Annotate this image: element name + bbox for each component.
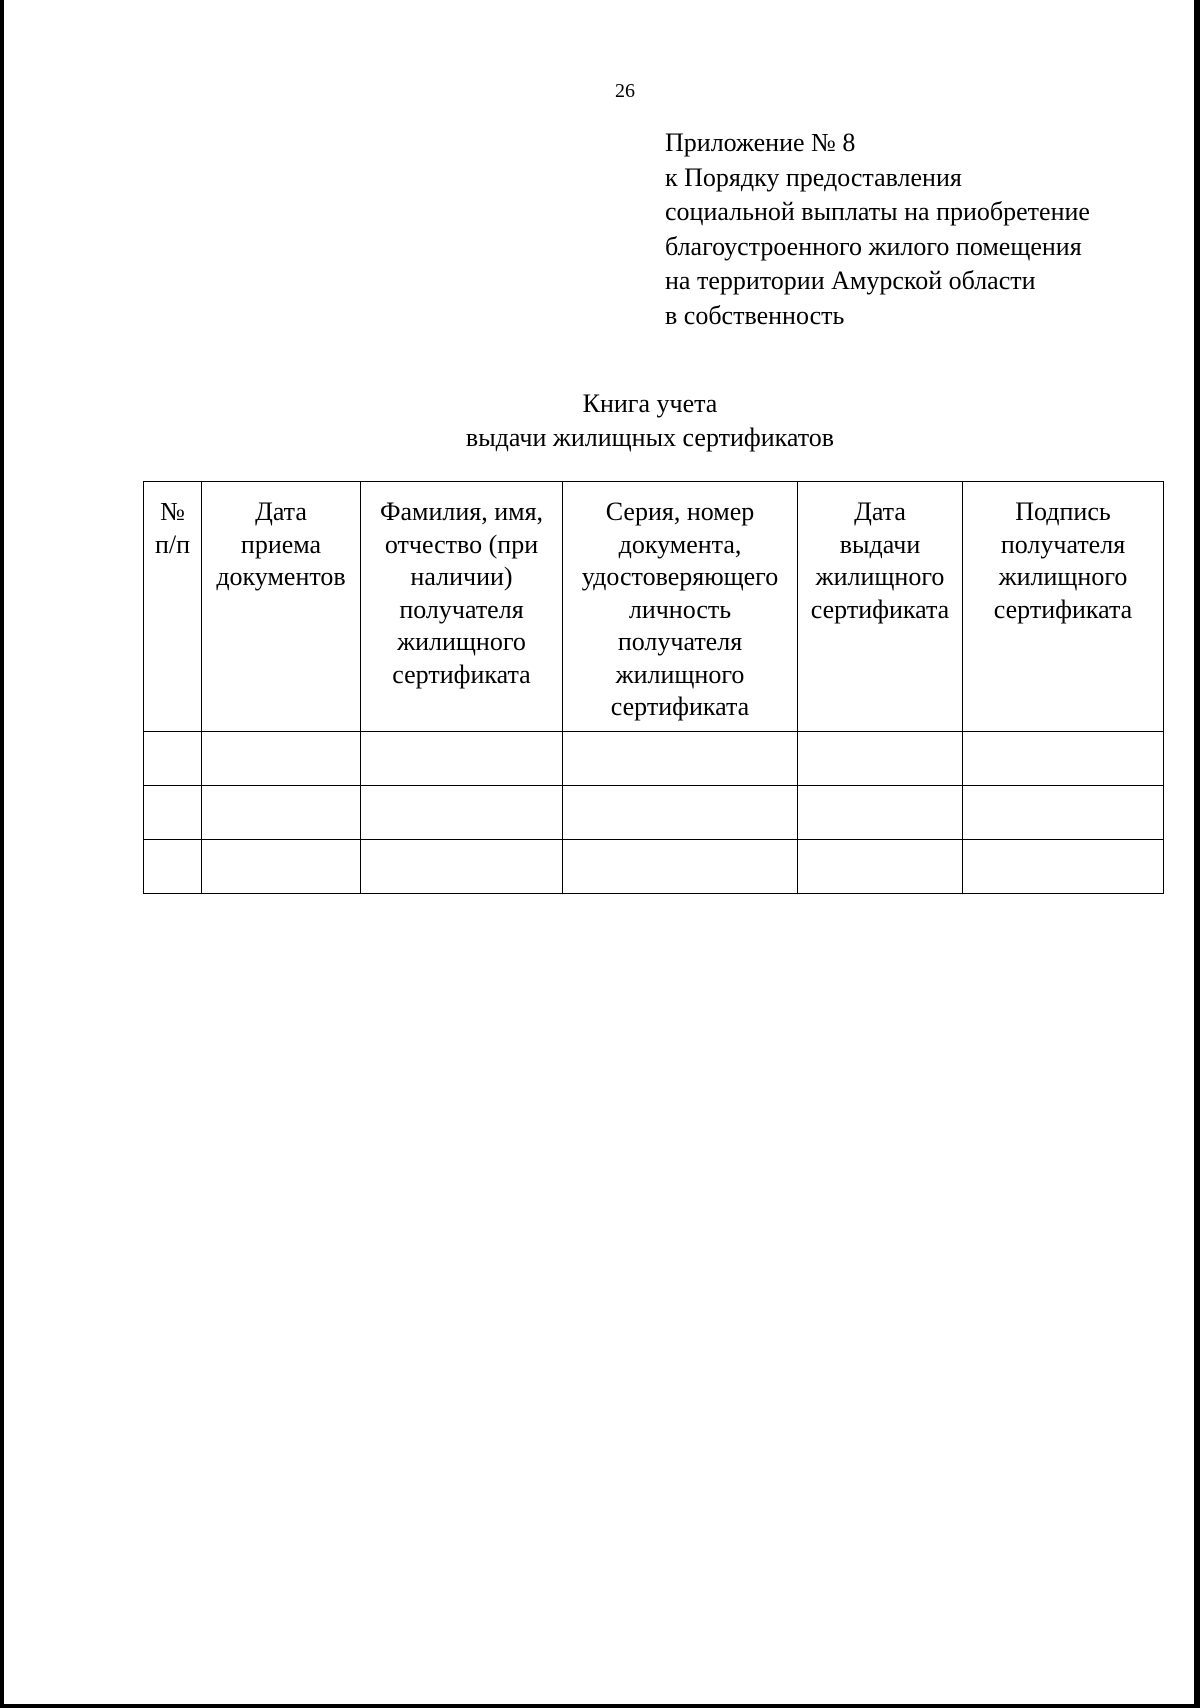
table-row xyxy=(144,732,1164,786)
column-header-full-name: Фамилия, имя, отчество (при наличии) получателя жилищного сертификата xyxy=(361,482,563,732)
table-cell xyxy=(144,840,202,894)
scan-edge-left xyxy=(0,0,4,1708)
appendix-block xyxy=(665,126,1185,333)
table-cell xyxy=(798,786,963,840)
scan-edge-bottom xyxy=(0,1704,1200,1708)
table-cell xyxy=(361,786,563,840)
table-cell xyxy=(563,732,798,786)
table-cell xyxy=(144,786,202,840)
table-cell xyxy=(202,732,361,786)
page-number: 26 xyxy=(615,80,635,102)
column-header-signature: Подпись получателя жилищного сертификата xyxy=(963,482,1164,732)
table-cell xyxy=(361,732,563,786)
column-header-id-document: Серия, номер документа, удостоверяющего личность получателя жилищного сертификата xyxy=(563,482,798,732)
table-cell xyxy=(798,732,963,786)
table-cell xyxy=(563,786,798,840)
table-cell xyxy=(963,840,1164,894)
table-row xyxy=(144,840,1164,894)
scan-edge-right xyxy=(1194,0,1200,1708)
appendix-line: к Порядку предоставления xyxy=(665,162,962,192)
appendix-line: Приложение № 8 xyxy=(665,128,856,157)
appendix-line: в собственность xyxy=(665,300,845,330)
document-title-line-1: Книга учета xyxy=(582,389,718,418)
table-row xyxy=(144,786,1164,840)
column-header-issue-date: Дата выдачи жилищного сертификата xyxy=(798,482,963,732)
table-cell xyxy=(963,732,1164,786)
appendix-line: благоустроенного жилого помещения xyxy=(665,231,1082,261)
table-cell xyxy=(963,786,1164,840)
document-title-line-2: выдачи жилищных сертификатов xyxy=(465,423,835,452)
table-cell xyxy=(144,732,202,786)
table-cell xyxy=(798,840,963,894)
certificate-ledger-table xyxy=(143,481,1164,894)
table-cell xyxy=(202,786,361,840)
table-header-row xyxy=(144,482,1164,732)
appendix-line: социальной выплаты на приобретение xyxy=(665,197,1090,226)
appendix-line: на территории Амурской области xyxy=(665,266,1036,295)
table-cell xyxy=(563,840,798,894)
document-title xyxy=(0,387,1200,455)
column-header-number: № п/п xyxy=(144,482,202,732)
column-header-receipt-date: Дата приема документов xyxy=(202,482,361,732)
table-cell xyxy=(202,840,361,894)
table-cell xyxy=(361,840,563,894)
